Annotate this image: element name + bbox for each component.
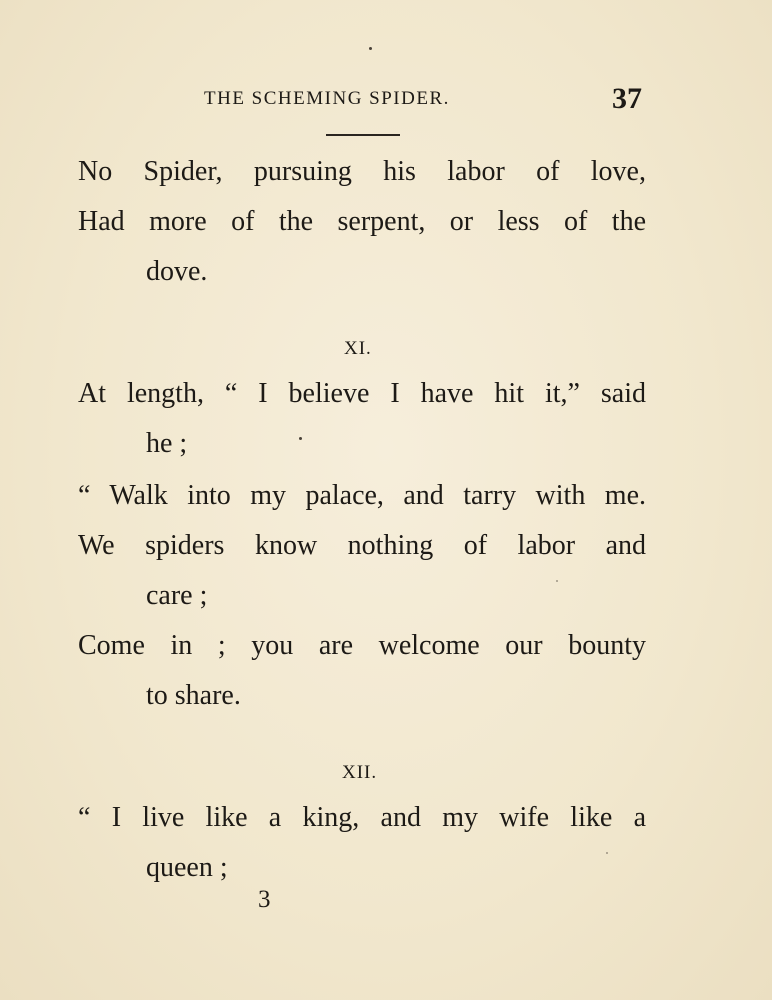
verse-line: Come in ; you are welcome our bounty [78, 630, 646, 661]
verse-line: queen ; [146, 852, 228, 883]
verse-line: We spiders know nothing of labor and [78, 530, 646, 561]
paper-speck [369, 47, 372, 50]
signature-mark: 3 [258, 886, 271, 913]
stanza-number: XI. [344, 338, 372, 359]
verse-line: dove. [146, 256, 208, 287]
running-header: THE SCHEMING SPIDER. [204, 88, 450, 109]
header-rule [326, 134, 400, 136]
page-number: 37 [612, 82, 642, 115]
verse-line: “ I live like a king, and my wife like a [78, 802, 646, 833]
verse-line: Had more of the serpent, or less of the [78, 206, 646, 237]
verse-line: At length, “ I believe I have hit it,” said [78, 378, 646, 409]
verse-line: No Spider, pursuing his labor of love, [78, 156, 646, 187]
paper-speck [606, 852, 608, 854]
verse-line: “ Walk into my palace, and tarry with me. [78, 480, 646, 511]
paper-speck [299, 437, 302, 440]
verse-line: care ; [146, 580, 208, 611]
paper-speck [556, 580, 558, 582]
stanza-number: XII. [342, 762, 378, 783]
verse-line: to share. [146, 680, 241, 711]
verse-line: he ; [146, 428, 188, 459]
